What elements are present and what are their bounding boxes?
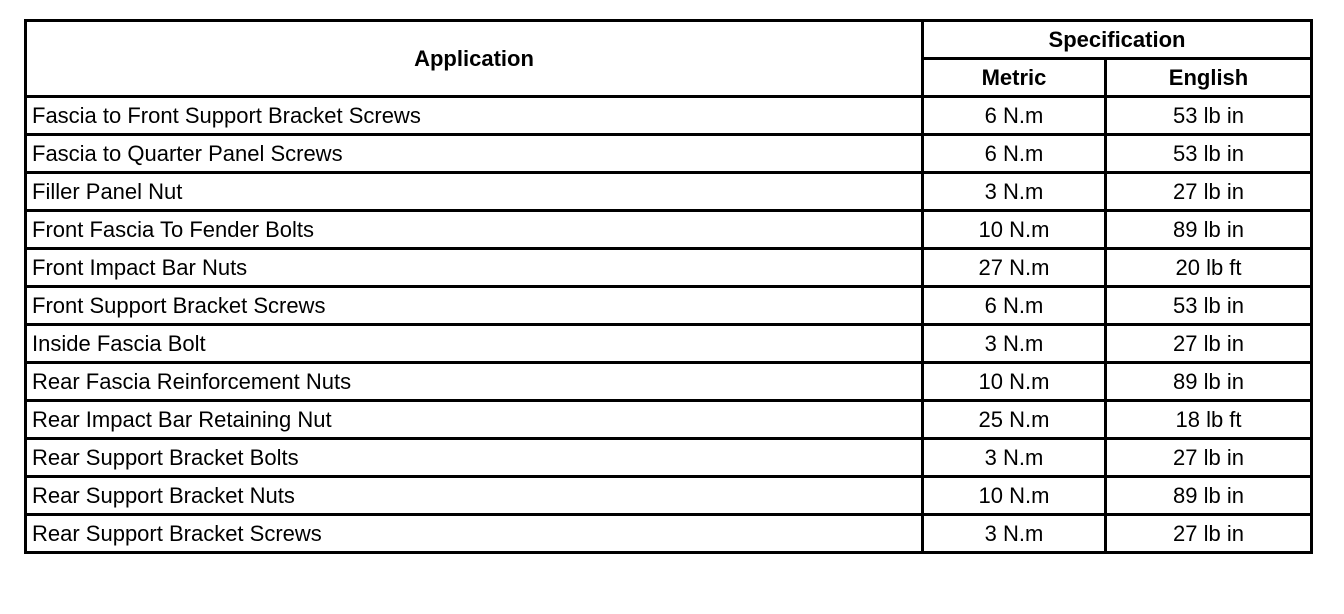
- table-row: [26, 477, 1312, 515]
- english-value-cell: 89 lb in: [1106, 363, 1312, 401]
- application-cell: Rear Support Bracket Bolts: [26, 439, 923, 477]
- table-row: [26, 249, 1312, 287]
- specification-header: Specification: [923, 21, 1312, 59]
- metric-value-cell: 10 N.m: [923, 477, 1106, 515]
- english-header: English: [1106, 59, 1312, 97]
- table-row: [26, 325, 1312, 363]
- application-cell: Fascia to Front Support Bracket Screws: [26, 97, 923, 135]
- english-value-cell: 20 lb ft: [1106, 249, 1312, 287]
- table-body: [26, 97, 1312, 553]
- metric-value-cell: 10 N.m: [923, 363, 1106, 401]
- table-header: [26, 21, 1312, 97]
- metric-value-cell: 6 N.m: [923, 135, 1106, 173]
- application-cell: Front Impact Bar Nuts: [26, 249, 923, 287]
- application-cell: Rear Support Bracket Nuts: [26, 477, 923, 515]
- metric-value-cell: 27 N.m: [923, 249, 1106, 287]
- application-header: Application: [26, 21, 923, 97]
- english-value-cell: 89 lb in: [1106, 477, 1312, 515]
- metric-header: Metric: [923, 59, 1106, 97]
- metric-value-cell: 3 N.m: [923, 515, 1106, 553]
- metric-value-cell: 3 N.m: [923, 325, 1106, 363]
- english-value-cell: 89 lb in: [1106, 211, 1312, 249]
- english-value-cell: 27 lb in: [1106, 173, 1312, 211]
- metric-value-cell: 6 N.m: [923, 97, 1106, 135]
- table-row: [26, 363, 1312, 401]
- table-row: [26, 401, 1312, 439]
- english-value-cell: 27 lb in: [1106, 325, 1312, 363]
- english-value-cell: 27 lb in: [1106, 439, 1312, 477]
- table-row: [26, 173, 1312, 211]
- metric-value-cell: 6 N.m: [923, 287, 1106, 325]
- metric-value-cell: 3 N.m: [923, 439, 1106, 477]
- metric-value-cell: 3 N.m: [923, 173, 1106, 211]
- application-cell: Rear Fascia Reinforcement Nuts: [26, 363, 923, 401]
- fastener-spec-table: [24, 19, 1313, 554]
- english-value-cell: 53 lb in: [1106, 135, 1312, 173]
- table-row: [26, 287, 1312, 325]
- table-row: [26, 135, 1312, 173]
- english-value-cell: 27 lb in: [1106, 515, 1312, 553]
- application-cell: Rear Impact Bar Retaining Nut: [26, 401, 923, 439]
- application-cell: Fascia to Quarter Panel Screws: [26, 135, 923, 173]
- table-row: [26, 515, 1312, 553]
- application-cell: Filler Panel Nut: [26, 173, 923, 211]
- table-row: [26, 211, 1312, 249]
- header-row-top: [26, 21, 1312, 59]
- table-row: [26, 97, 1312, 135]
- table-row: [26, 439, 1312, 477]
- metric-value-cell: 10 N.m: [923, 211, 1106, 249]
- application-cell: Front Fascia To Fender Bolts: [26, 211, 923, 249]
- metric-value-cell: 25 N.m: [923, 401, 1106, 439]
- english-value-cell: 53 lb in: [1106, 97, 1312, 135]
- application-cell: Rear Support Bracket Screws: [26, 515, 923, 553]
- english-value-cell: 53 lb in: [1106, 287, 1312, 325]
- english-value-cell: 18 lb ft: [1106, 401, 1312, 439]
- application-cell: Inside Fascia Bolt: [26, 325, 923, 363]
- application-cell: Front Support Bracket Screws: [26, 287, 923, 325]
